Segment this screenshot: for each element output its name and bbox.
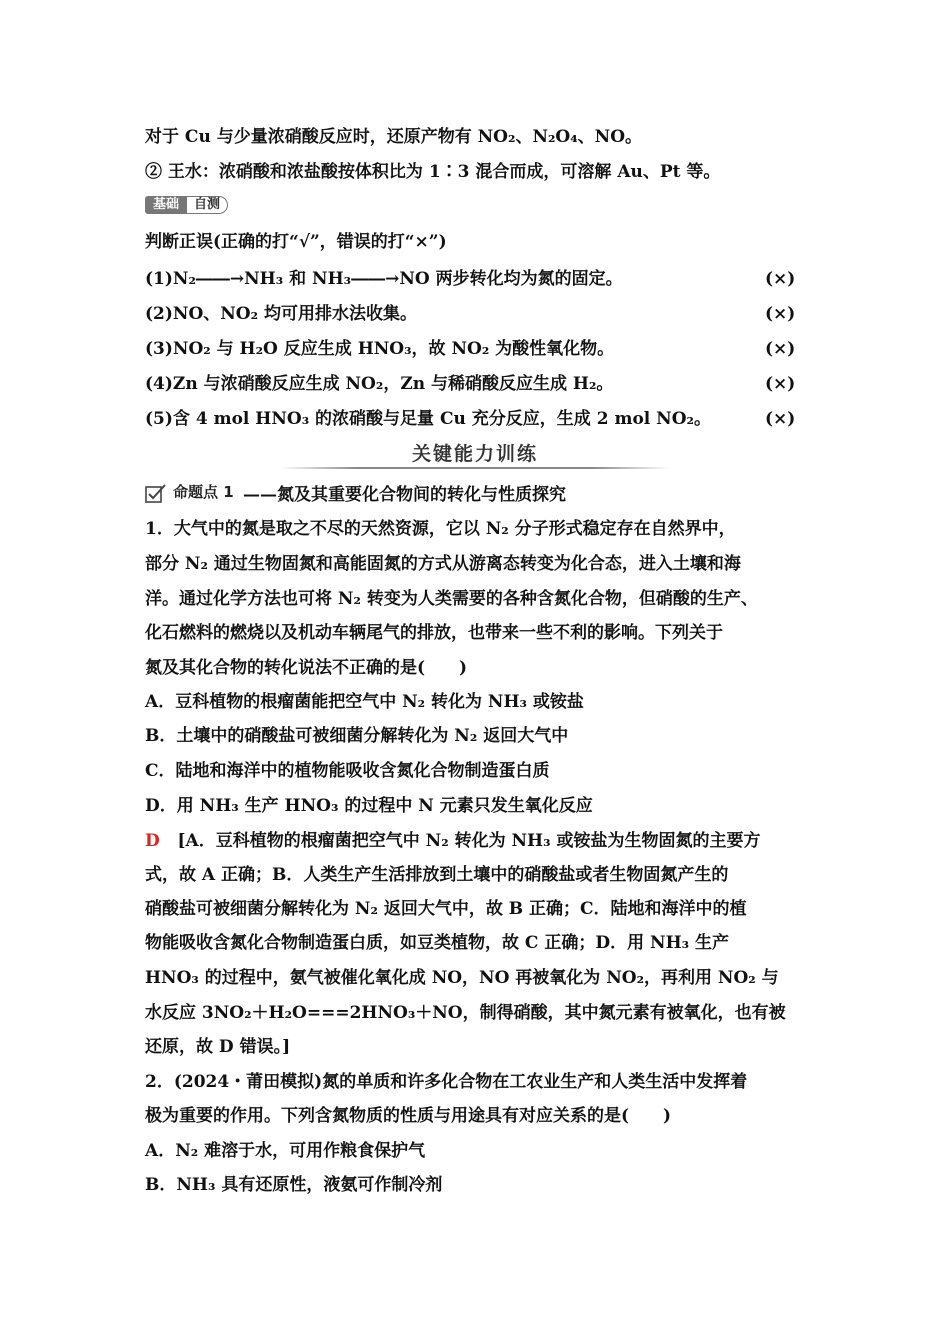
q1-line-5: 氮及其化合物的转化说法不正确的是( ) — [145, 658, 468, 678]
section-banner-title: 关键能力训练 — [411, 443, 538, 465]
q1-explain-line-4: 物能吸收含氮化合物制造蛋白质，如豆类植物，故 C 正确；D．用 NH₃ 生产 — [145, 933, 729, 953]
badge-right: 自测 — [187, 196, 228, 214]
q2-line-2: 极为重要的作用。下列含氮物质的性质与用途具有对应关系的是( ) — [145, 1106, 672, 1126]
q1-explain-line-5: HNO₃ 的过程中，氨气被催化氧化成 NO，NO 再被氧化为 NO₂，再利用 NO₂ 与 — [145, 968, 779, 988]
q1-line-3: 洋。通过化学方法也可将 N₂ 转变为人类需要的各种含氮化合物，但硝酸的生产、 — [145, 589, 758, 609]
q1-option-c: C．陆地和海洋中的植物能吸收含氮化合物制造蛋白质 — [145, 761, 550, 781]
badge-left: 基础 — [145, 196, 187, 214]
q2-line-1: 2．(2024・莆田模拟)氮的单质和许多化合物在工农业生产和人类生活中发挥着 — [145, 1072, 748, 1092]
judge-answer-2: (×) — [765, 304, 796, 324]
q1-line-4: 化石燃料的燃烧以及机动车辆尾气的排放，也带来一些不利的影响。下列关于 — [145, 623, 723, 643]
checkbox-icon — [145, 482, 167, 504]
judge-item-1: (1)N₂――→NH₃ 和 NH₃――→NO 两步转化均为氮的固定。 — [145, 269, 623, 289]
judge-item-3: (3)NO₂ 与 H₂O 反应生成 HNO₃，故 NO₂ 为酸性氧化物。 — [145, 339, 615, 359]
q1-line-1: 1．大气中的氮是取之不尽的天然资源，它以 N₂ 分子形式稳定存在自然界中， — [145, 519, 736, 539]
judge-answer-3: (×) — [765, 339, 796, 359]
judge-item-5: (5)含 4 mol HNO₃ 的浓硝酸与足量 Cu 充分反应，生成 2 mol NO₂。 — [145, 409, 711, 429]
section-banner-rule — [280, 467, 670, 469]
q1-explain-line-1 — [145, 829, 760, 853]
judge-item-4: (4)Zn 与浓硝酸反应生成 NO₂，Zn 与稀硝酸反应生成 H₂。 — [145, 374, 614, 394]
judge-answer-5: (×) — [765, 409, 796, 429]
section-banner — [280, 437, 670, 471]
q1-explain-first: [A．豆科植物的根瘤菌把空气中 N₂ 转化为 NH₃ 或铵盐为生物固氮的主要方 — [177, 831, 761, 851]
q1-explain-line-3: 硝酸盐可被细菌分解转化为 N₂ 返回大气中，故 B 正确；C．陆地和海洋中的植 — [145, 899, 747, 919]
judge-answer-4: (×) — [765, 374, 796, 394]
topic-label: 命题点 1 — [173, 483, 234, 501]
q1-option-a: A．豆科植物的根瘤菌能把空气中 N₂ 转化为 NH₃ 或铵盐 — [145, 692, 584, 712]
q1-explain-line-7: 还原，故 D 错误。] — [145, 1037, 291, 1057]
self-test-badge — [145, 194, 231, 216]
q1-option-b: B．土壤中的硝酸盐可被细菌分解转化为 N₂ 返回大气中 — [145, 726, 569, 746]
judge-title: 判断正误(正确的打“√”，错误的打“×”) — [145, 232, 447, 252]
q1-line-2: 部分 N₂ 通过生物固氮和高能固氮的方式从游离态转变为化合态，进入土壤和海 — [145, 554, 741, 574]
judge-item-2: (2)NO、NO₂ 均可用排水法收集。 — [145, 304, 417, 324]
judge-answer-1: (×) — [765, 269, 796, 289]
q1-explain-line-2: 式，故 A 正确；B．人类生产生活排放到土壤中的硝酸盐或者生物固氮产生的 — [145, 865, 729, 885]
intro-line-2: ② 王水：浓硝酸和浓盐酸按体积比为 1∶3 混合而成，可溶解 Au、Pt 等。 — [145, 162, 721, 182]
intro-line-1: 对于 Cu 与少量浓硝酸反应时，还原产物有 NO₂、N₂O₄、NO。 — [145, 127, 643, 147]
q1-answer-letter: D — [145, 831, 160, 851]
q1-option-d: D．用 NH₃ 生产 HNO₃ 的过程中 N 元素只发生氧化反应 — [145, 796, 593, 816]
topic-title: ——氮及其重要化合物间的转化与性质探究 — [243, 485, 566, 505]
q1-explain-line-6: 水反应 3NO₂＋H₂O===2HNO₃＋NO，制得硝酸，其中氮元素有被氧化，也有被 — [145, 1003, 786, 1023]
q2-option-a: A．N₂ 难溶于水，可用作粮食保护气 — [145, 1141, 426, 1161]
q2-option-b: B．NH₃ 具有还原性，液氨可作制冷剂 — [145, 1175, 443, 1195]
